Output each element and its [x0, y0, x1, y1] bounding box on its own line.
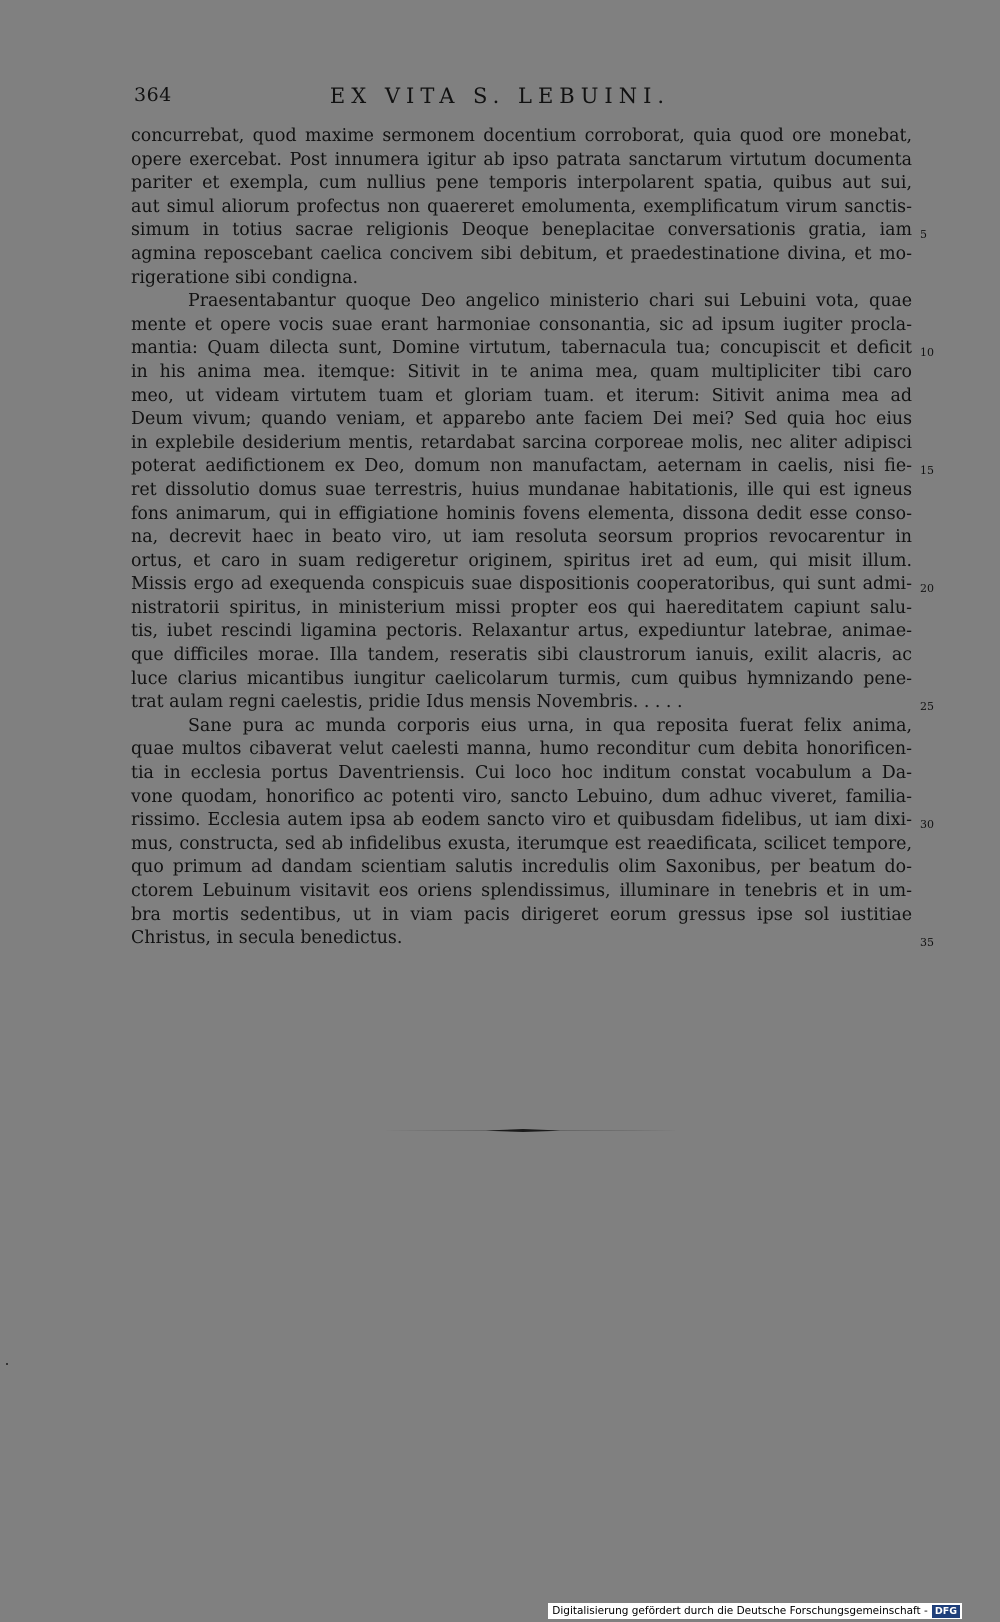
scan-speck: [6, 1363, 8, 1365]
text-line: rigeratione sibi condigna.: [131, 267, 359, 288]
text-line: opere exercebat. Post innumera igitur ab ipso patrata sanctarum virtutum documenta: [131, 149, 912, 170]
running-title: EX VITA S. LEBUINI.: [329, 84, 671, 108]
line-number: 15: [920, 464, 934, 477]
line-number: 30: [920, 818, 934, 831]
text-line: mantia: Quam dilecta sunt, Domine virtutum, tabernacula tua; concupiscit et deficit: [131, 338, 912, 359]
text-line: vone quodam, honorifico ac potenti viro, sancto Lebuino, dum adhuc viveret, familia-: [131, 786, 912, 807]
text-line: Praesentabantur quoque Deo angelico ministerio chari sui Lebuini vota, quae: [188, 291, 912, 312]
text-line: simum in totius sacrae religionis Deoque beneplacitae conversationis gratia, iam: [131, 220, 912, 241]
line-number: 35: [920, 936, 934, 949]
line-number: 20: [920, 582, 934, 595]
digitization-credit: [548, 1603, 962, 1619]
text-line: aut simul aliorum profectus non quaereret emolumenta, exemplificatum virum sanctis-: [131, 196, 912, 217]
text-line: pariter et exempla, cum nullius pene temporis interpolarent spatia, quibus aut sui,: [131, 173, 912, 194]
text-line: Missis ergo ad exequenda conspicuis suae dispositionis cooperatoribus, qui sunt admi-: [131, 574, 912, 595]
text-line: luce clarius micantibus iungitur caelicolarum turmis, cum quibus hymnizando pene-: [131, 668, 912, 689]
end-of-text-rule: [366, 1129, 680, 1132]
text-line: mus, constructa, sed ab infidelibus exusta, iterumque est reaedificata, scilicet tempore,: [131, 833, 912, 854]
text-line: Christus, in secula benedictus.: [131, 928, 403, 949]
text-line: quae multos cibaverat velut caelesti manna, humo reconditur cum debita honorificen-: [131, 739, 912, 760]
text-line: quo primum ad dandam scientiam salutis incredulis olim Saxonibus, per beatum do-: [131, 857, 912, 878]
dfg-logo-icon: DFG: [932, 1605, 960, 1618]
text-line: Sane pura ac munda corporis eius urna, in qua reposita fuerat felix anima,: [188, 715, 912, 736]
text-line: mente et opere vocis suae erant harmoniae consonantia, sic ad ipsum iugiter procla-: [131, 314, 912, 335]
main-text: [131, 125, 912, 951]
text-line: que difficiles morae. Illa tandem, reseratis sibi claustrorum ianuis, exilit alacris, ac: [131, 645, 912, 666]
text-line: fons animarum, qui in effigiatione hominis fovens elementa, dissona dedit esse conso-: [131, 503, 912, 524]
text-line: Deum vivum; quando veniam, et apparebo ante faciem Dei mei? Sed quia hoc eius: [131, 409, 912, 430]
text-line: poterat aedifictionem ex Deo, domum non manufactam, aeternam in caelis, nisi fie-: [131, 456, 912, 477]
text-line: tis, iubet rescindi ligamina pectoris. Relaxantur artus, expediuntur latebrae, animae-: [131, 621, 912, 642]
text-line: ctorem Lebuinum visitavit eos oriens splendissimus, illuminare in tenebris et in um-: [131, 881, 912, 901]
page-number: 364: [134, 84, 172, 106]
text-line: in his anima mea. itemque: Sitivit in te anima mea, quam multipliciter tibi caro: [131, 361, 912, 382]
text-line: tia in ecclesia portus Daventriensis. Cui loco hoc inditum constat vocabulum a Da-: [131, 763, 912, 784]
text-line: concurrebat, quod maxime sermonem docentium corroborat, quia quod ore monebat,: [131, 126, 912, 146]
text-line: bra mortis sedentibus, ut in viam pacis dirigeret eorum gressus ipse sol iustitiae: [131, 904, 912, 925]
text-line: in explebile desiderium mentis, retardabat sarcina corporeae molis, nec aliter adipisci: [131, 432, 912, 453]
text-line: na, decrevit haec in beato viro, ut iam resoluta seorsum proprios revocarentur in: [131, 527, 912, 548]
line-number: 5: [920, 228, 927, 241]
text-line: ret dissolutio domus suae terrestris, huius mundanae habitationis, ille qui est igneus: [131, 479, 912, 500]
text-line: meo, ut videam virtutem tuam et gloriam tuam. et iterum: Sitivit anima mea ad: [131, 385, 912, 406]
line-number: 10: [920, 346, 934, 359]
text-line: trat aulam regni caelestis, pridie Idus mensis Novembris. . . . .: [131, 692, 683, 713]
line-number: 25: [920, 700, 934, 713]
text-line: nistratorii spiritus, in ministerium missi propter eos qui haereditatem capiunt salu-: [131, 597, 912, 618]
credit-text: Digitalisierung gefördert durch die Deutsche Forschungsgemeinschaft -: [552, 1605, 928, 1617]
text-line: ortus, et caro in suam redigeretur originem, spiritus iret ad eum, qui misit illum.: [131, 550, 912, 571]
text-line: agmina reposcebant caelica concivem sibi debitum, et praedestinatione divina, et mo-: [131, 243, 912, 264]
text-line: rissimo. Ecclesia autem ipsa ab eodem sancto viro et quibusdam fidelibus, ut iam dixi-: [131, 810, 912, 831]
